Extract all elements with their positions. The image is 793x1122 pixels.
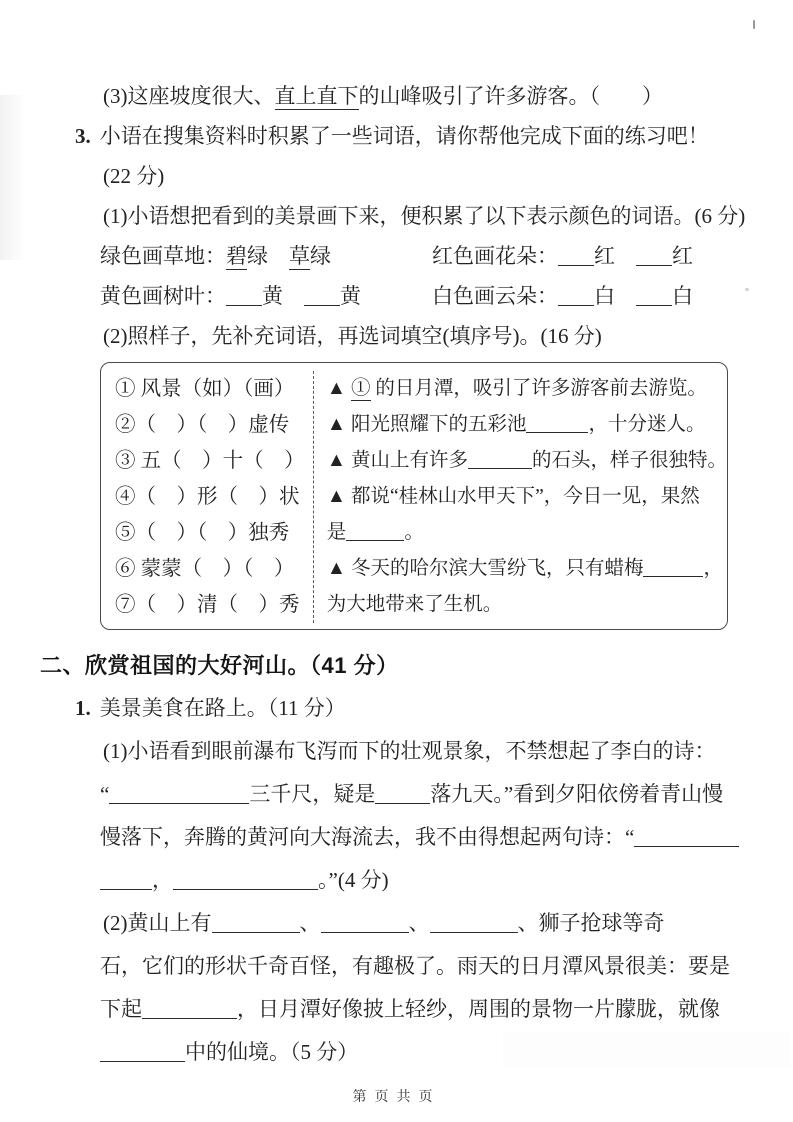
fill-in-blank	[304, 300, 340, 306]
text-run: 黄	[340, 284, 361, 308]
s2-q1-title: 美景美食在路上。（11 分）	[99, 696, 346, 720]
underlined-text: ①	[350, 378, 371, 399]
text-run: 石，它们的形状千奇百怪，有趣极了。雨天的日月潭风景很美：要是	[100, 954, 730, 978]
s2-q1-p2-line2	[75, 945, 730, 988]
fill-in-blank	[636, 300, 672, 306]
fill-in-blank	[100, 884, 152, 890]
color-words-row	[100, 276, 727, 316]
q3-stem-line	[75, 116, 727, 156]
text-run: 黄	[262, 284, 304, 308]
fill-in-blank	[142, 1013, 237, 1019]
s2-q1-p1-line1	[75, 730, 727, 773]
text-run: 红	[594, 244, 636, 268]
word-list-column	[101, 371, 314, 623]
q2-item3-line	[75, 76, 727, 116]
color-words-grid	[75, 236, 727, 316]
text-run: 。	[404, 522, 424, 543]
fill-in-blank	[634, 841, 739, 847]
fill-in-blank	[636, 260, 672, 266]
sentence-list-column	[314, 371, 727, 623]
text-run: (3)这座坡度很大、	[103, 84, 275, 108]
green-words-cell	[100, 236, 432, 276]
word-item-6: ⑥ 蒙蒙（ ）（ ）	[115, 558, 295, 580]
text-run: 中的仙境。（5 分）	[185, 1040, 359, 1064]
text-run: ，	[152, 868, 173, 892]
word-item-5: ⑤（ ）（ ）独秀	[115, 522, 290, 544]
text-run: ，日月潭好像披上轻纱，周围的景物一片朦胧，就像	[237, 997, 720, 1021]
fill-in-blank	[468, 463, 532, 469]
sentence-line-7	[327, 587, 727, 623]
text-run: 白	[594, 284, 636, 308]
text-run: ，十分迷人。	[588, 414, 706, 435]
s2-q1-p2-line1	[75, 902, 727, 945]
fill-in-blank	[100, 1056, 185, 1062]
fill-in-blank	[375, 798, 430, 804]
text-run: 黄色画树叶：	[100, 284, 226, 308]
text-run: ▲ 阳光照耀下的五彩池	[326, 414, 527, 435]
sentence-line-4	[327, 479, 727, 515]
page-footer: 第页共页	[352, 1088, 441, 1104]
text-run: ▲ 都说“桂林山水甲天下”，今日一见，果然	[326, 486, 700, 507]
q3-points: (22 分)	[103, 164, 165, 188]
fill-in-blank	[212, 927, 300, 933]
text-run: 三千尺，疑是	[249, 782, 376, 806]
underlined-text: 碧	[226, 244, 247, 268]
q3-stem-text: 小语在搜集资料时积累了一些词语，请你帮他完成下面的练习吧！	[99, 124, 709, 148]
text-run: 白色画云朵：	[432, 284, 558, 308]
s2-q1-p2-line3	[75, 988, 727, 1031]
text-run: 的日月潭，吸引了许多游客前去游览。	[370, 378, 707, 399]
q3-part2-title: (2)照样子，先补充词语，再选词填空(填序号)。(16 分)	[103, 324, 602, 348]
text-run: 的石头，样子很独特。	[531, 450, 727, 471]
section2-heading: 二、欣赏祖国的大好河山。（41 分）	[40, 653, 399, 678]
text-run: ▲ 冬天的哈尔滨大雪纷飞，只有蜡梅	[326, 558, 644, 579]
word-item-2: ②（ ）（ ）虚传	[115, 414, 290, 436]
s2-q1-p1-line4	[75, 859, 727, 902]
text-run: 红	[672, 244, 693, 268]
text-run: 、	[299, 911, 321, 935]
text-run: 绿色画草地：	[100, 244, 226, 268]
sentence-line-6	[327, 551, 727, 587]
sentence-line-2	[327, 407, 727, 443]
sentence-line-3	[327, 443, 727, 479]
red-words-cell	[432, 236, 727, 276]
text-run: 。”(4 分)	[318, 868, 389, 892]
fill-in-blank	[173, 884, 318, 890]
fill-in-blank	[643, 571, 703, 577]
white-words-cell	[432, 276, 727, 316]
text-run: 白	[672, 284, 693, 308]
text-run: (1)小语看到眼前瀑布飞泻而下的壮观景象，不禁想起了李白的诗：	[103, 739, 716, 763]
text-run: 下起	[100, 997, 142, 1021]
word-item-7: ⑦（ ）清（ ）秀	[115, 594, 300, 616]
text-run: 绿	[247, 244, 289, 268]
text-run: 是	[326, 522, 347, 543]
text-run: “	[100, 782, 110, 806]
s2-q1-p2-line4	[75, 1031, 727, 1074]
text-run: ▲	[326, 378, 351, 399]
text-run: 、狮子抢球等奇	[517, 911, 665, 935]
word-item-1: ① 风景（如）（画）	[115, 378, 295, 400]
word-item-4: ④（ ）形（ ）状	[115, 486, 300, 508]
underlined-text: 直上直下	[274, 84, 359, 108]
fill-in-blank	[526, 427, 588, 433]
text-run: 的山峰吸引了许多游客。（ ）	[358, 84, 663, 108]
underlined-text: 草	[289, 244, 310, 268]
s2-q1-p1-line2	[75, 773, 727, 816]
word-item-3: ③ 五（ ）十（ ）	[115, 450, 305, 472]
fill-in-blank	[226, 300, 262, 306]
s2-q1-stem-line	[75, 687, 727, 730]
q3-part1-title: (1)小语想把看到的美景画下来，便积累了以下表示颜色的词语。(6 分)	[103, 204, 746, 228]
color-words-row	[100, 236, 727, 276]
text-run: 绿	[310, 244, 331, 268]
fill-in-blank	[346, 535, 404, 541]
text-run: ，	[703, 558, 723, 579]
text-run: 红色画花朵：	[432, 244, 558, 268]
text-run: (2)黄山上有	[103, 911, 212, 935]
word-fill-box	[100, 362, 728, 630]
fill-in-blank	[109, 798, 249, 804]
yellow-words-cell	[100, 276, 432, 316]
s2-q1-p1-line3	[75, 816, 727, 859]
sentence-line-1	[327, 371, 727, 407]
text-run: 慢落下，奔腾的黄河向大海流去，我不由得想起两句诗：“	[100, 825, 635, 849]
fill-in-blank	[430, 927, 518, 933]
text-run: 、	[408, 911, 430, 935]
sentence-line-5	[327, 515, 727, 551]
text-run: 为大地带来了生机。	[326, 594, 503, 615]
text-run: 落九天。”看到夕阳依傍着青山慢	[430, 782, 724, 806]
fill-in-blank	[321, 927, 409, 933]
fill-in-blank	[558, 260, 594, 266]
fill-in-blank	[558, 300, 594, 306]
s2-q1-number: 1.	[75, 696, 91, 720]
q3-number: 3.	[75, 124, 91, 148]
text-run: ▲ 黄山上有许多	[326, 450, 468, 471]
